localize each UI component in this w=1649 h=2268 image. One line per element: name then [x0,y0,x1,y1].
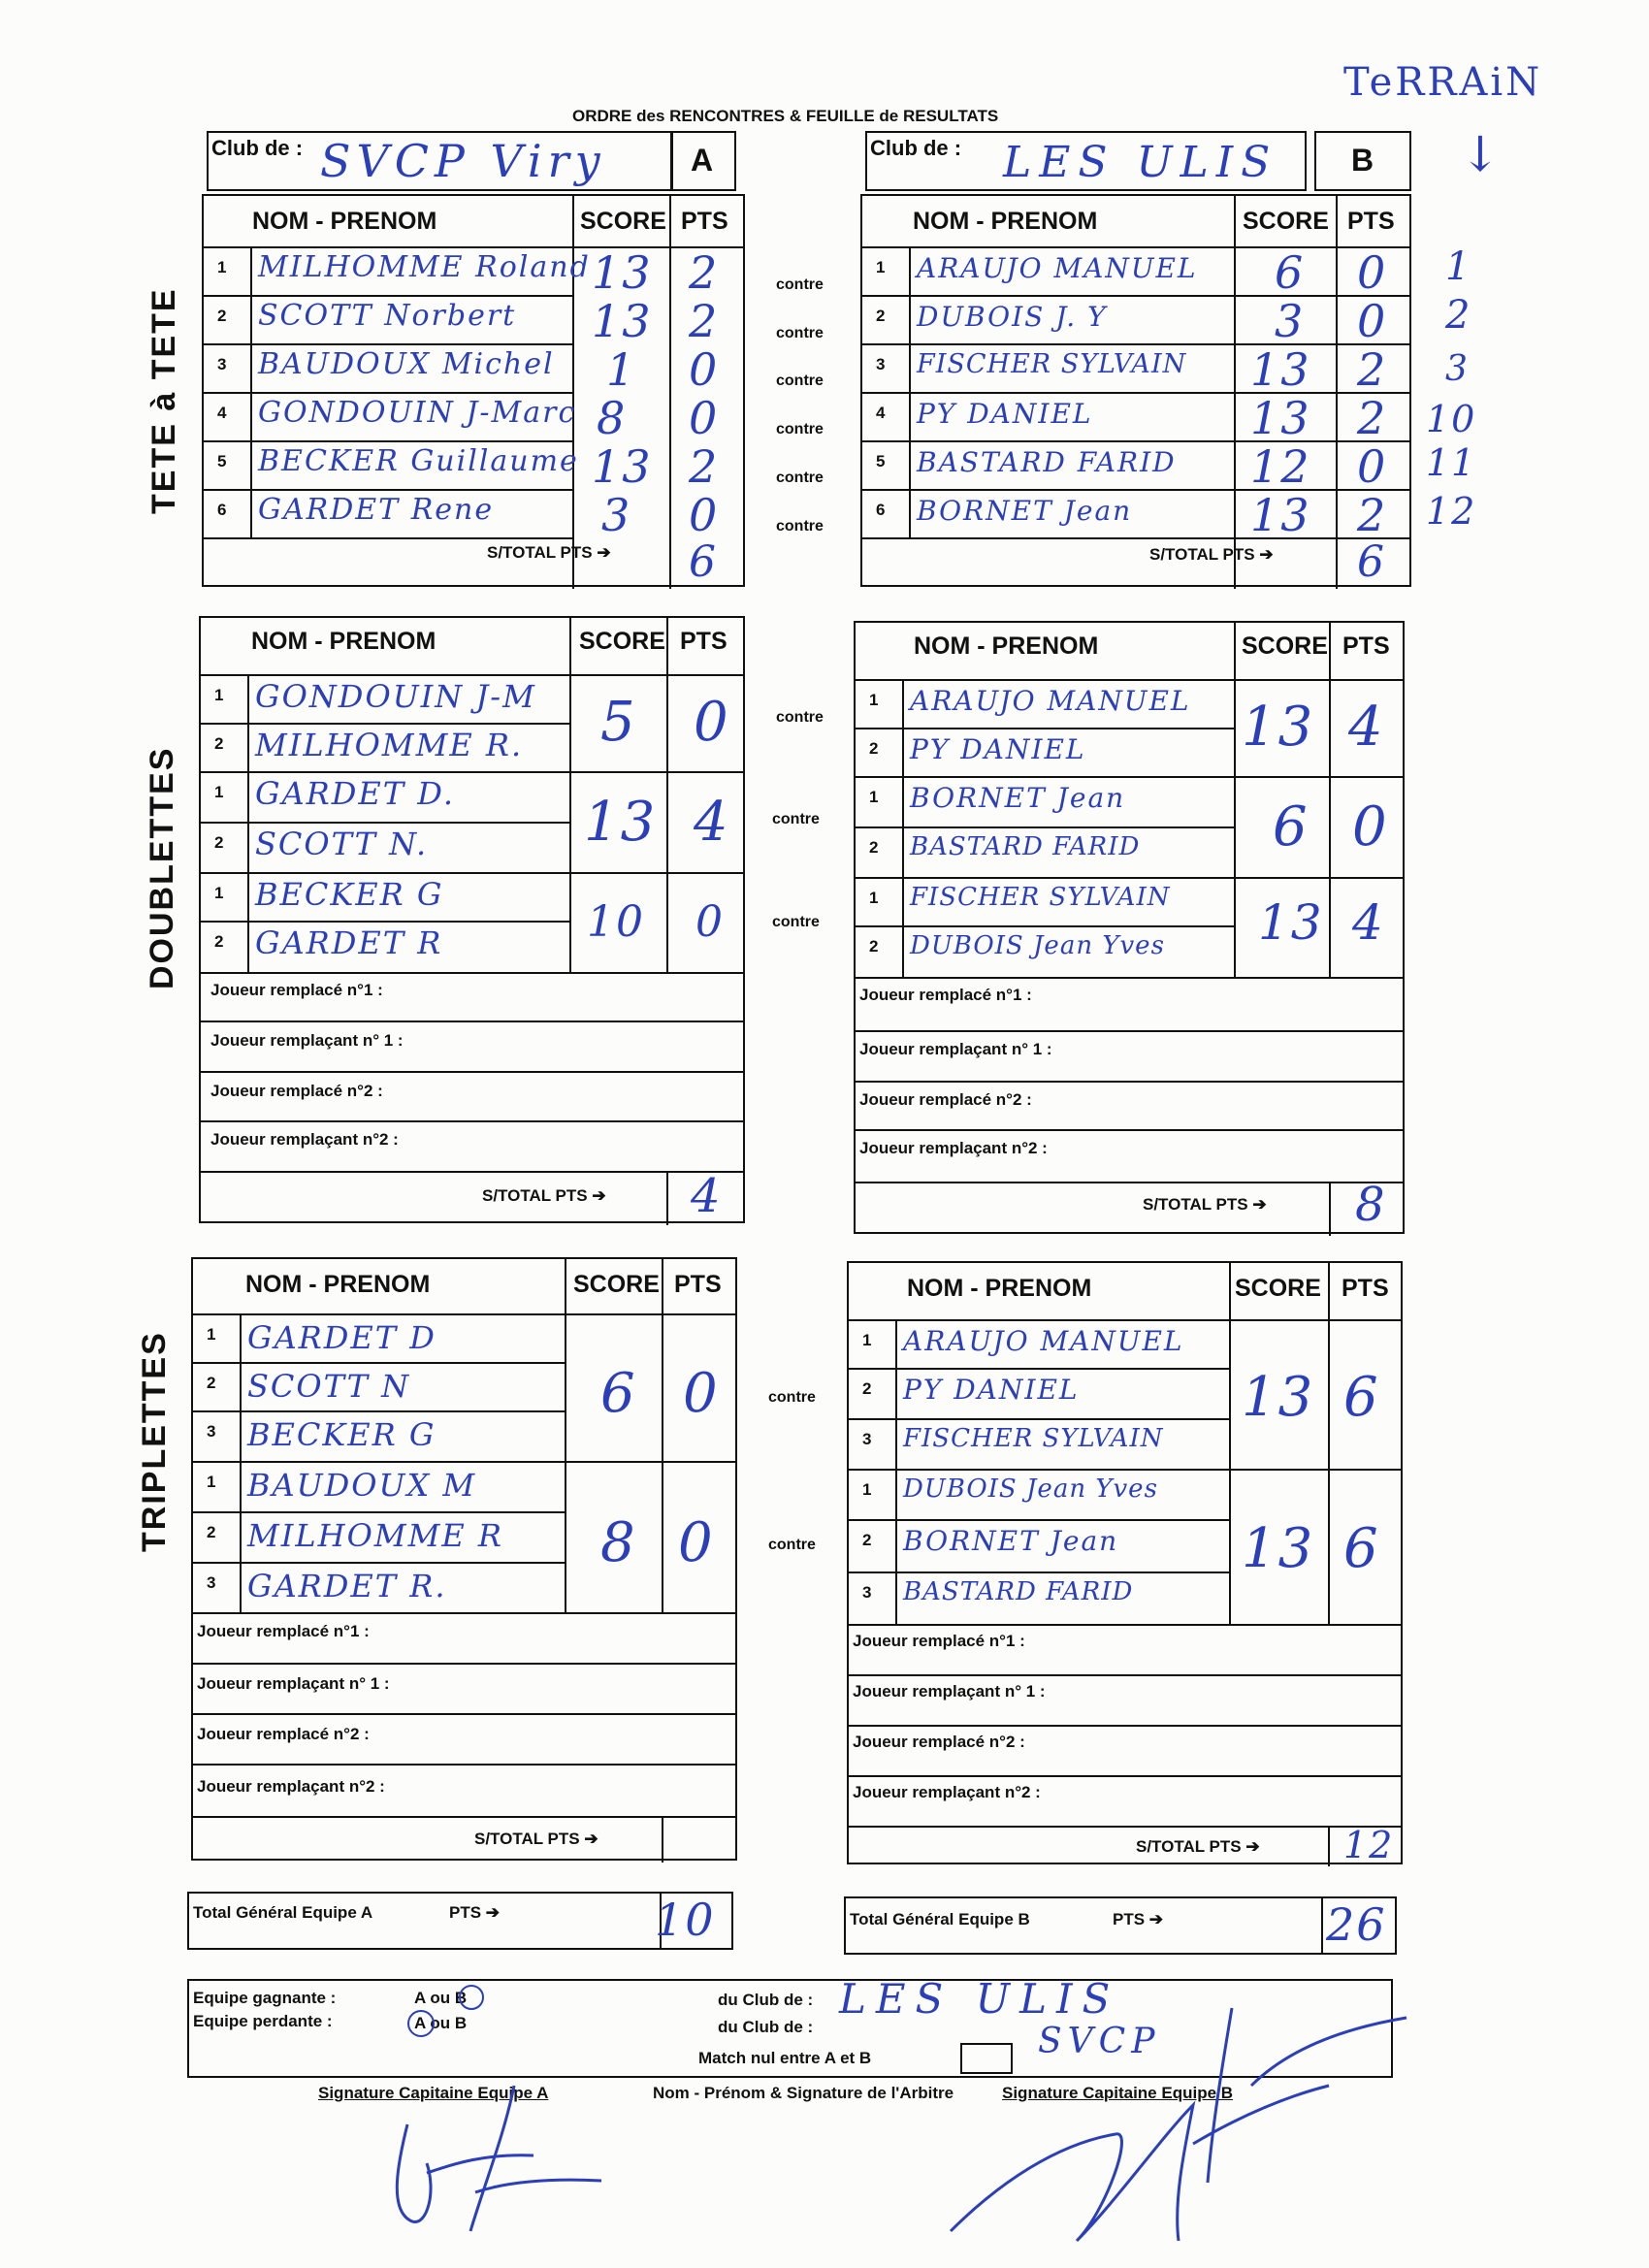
team-score: 10 [587,897,645,947]
player-score: 13 [592,246,653,299]
player-name: GARDET R. [247,1568,447,1604]
player-name: BASTARD FARID [910,832,1141,861]
row-number: 1 [862,1331,872,1349]
total-a-box [187,1892,733,1950]
player-name: BORNET Jean [917,495,1133,527]
row-number: 2 [207,1374,216,1392]
sheet-title: ORDRE des RENCONTRES & FEUILLE de RESULTATS [572,107,999,125]
down-arrow-icon: ↓ [1460,126,1503,182]
club-a-box [207,131,672,191]
team-pts: 4 [694,791,730,854]
row-number: 6 [876,501,886,519]
tri-b-subtotal-label: S/TOTAL PTS ➔ [1136,1837,1260,1856]
tete-b-subtotal-label: S/TOTAL PTS ➔ [1149,545,1274,564]
player-name: MILHOMME Roland [258,250,591,284]
player-pts: 0 [1357,246,1388,299]
row-number: 2 [876,307,886,325]
team-pts: 6 [1343,1517,1380,1580]
player-name: DUBOIS Jean Yves [910,931,1165,960]
terrain-number: 2 [1445,293,1472,338]
player-score: 13 [1250,489,1311,541]
player-name: ARAUJO MANUEL [910,685,1191,717]
contre-label: contre [776,373,824,389]
tete-a-col-pts: PTS [681,208,728,235]
club-b-label: Club de : [870,136,962,160]
section-label-doublettes: DOUBLETTES [144,746,180,989]
player-name: PY DANIEL [910,733,1086,765]
terrain-number: 3 [1445,349,1470,389]
terrain-number: 12 [1426,490,1477,533]
player-score: 12 [1250,440,1311,493]
player-name: FISCHER SYLVAIN [910,883,1171,912]
player-name: GARDET D. [255,775,455,812]
row-number: 1 [217,258,227,276]
player-score: 6 [1275,246,1306,299]
contre-label: contre [776,276,824,293]
row-number: 3 [862,1430,872,1448]
player-pts: 2 [689,295,720,347]
row-number: 2 [862,1379,872,1398]
tri-b-subtotal: 12 [1343,1824,1395,1866]
player-score: 13 [592,440,653,493]
contre-label: contre [772,914,820,930]
total-b-value: 26 [1326,1898,1387,1951]
tete-b-subtotal: 6 [1357,537,1386,587]
row-number: 1 [869,691,879,709]
player-name: BASTARD FARID [903,1577,1134,1606]
section-label-tete: TETE à TETE [146,287,182,514]
row-number: 1 [869,889,879,907]
substitute-2-label: Joueur remplaçant n°2 : [859,1139,1048,1157]
tri-a-subtotal-label: S/TOTAL PTS ➔ [474,1830,598,1848]
tete-b-col-pts: PTS [1347,208,1395,235]
team-a-letter: A [691,143,714,178]
circle-b-mark [459,1985,484,2010]
player-pts: 2 [1357,489,1388,541]
row-number: 2 [214,833,224,852]
captain-b-signature-label: Signature Capitaine Equipe B [1002,2084,1234,2102]
draw-label: Match nul entre A et B [698,2049,872,2067]
team-score: 13 [1242,696,1315,759]
player-name: BASTARD FARID [917,446,1177,478]
player-name: BAUDOUX Michel [258,347,555,381]
terrain-number: 10 [1426,398,1477,440]
captain-b-signature [922,1989,1465,2260]
player-name: MILHOMME R. [255,727,524,763]
row-number: 2 [214,734,224,753]
row-number: 3 [862,1583,872,1602]
doublettes-b-panel [854,621,1405,1234]
replaced-2-label: Joueur remplacé n°2 : [853,1733,1025,1751]
player-name: ARAUJO MANUEL [903,1325,1184,1357]
player-pts: 0 [1357,295,1388,347]
team-score: 13 [1242,1366,1315,1429]
tri-b-col-pts: PTS [1342,1275,1389,1302]
player-score: 3 [601,489,632,541]
tete-a-col-score: SCORE [580,208,666,235]
player-pts: 2 [1357,343,1388,396]
team-b-letter: B [1351,143,1374,178]
player-name: DUBOIS J. Y [917,301,1108,333]
replaced-1-label: Joueur remplacé n°1 : [197,1622,370,1640]
player-name: PY DANIEL [903,1374,1080,1406]
tete-a-col-name: NOM - PRENOM [252,208,437,235]
player-name: BECKER G [247,1416,436,1453]
row-number: 3 [876,355,886,373]
contre-label: contre [776,421,824,437]
winning-club-name: LES ULIS [839,1975,1120,2023]
tete-b-col-score: SCORE [1243,208,1329,235]
tete-a-subtotal-label: S/TOTAL PTS ➔ [487,543,611,562]
player-score: 3 [1275,295,1306,347]
tri-b-col-name: NOM - PRENOM [907,1275,1092,1302]
contre-label: contre [776,709,824,726]
contre-label: contre [772,811,820,827]
team-pts: 6 [1343,1366,1380,1429]
player-name: SCOTT N [247,1368,411,1405]
triplettes-b-panel [847,1261,1403,1864]
row-number: 1 [214,884,224,902]
team-score: 6 [600,1362,637,1425]
dbl-a-col-pts: PTS [680,628,728,655]
player-name: GARDET D [247,1319,436,1356]
replaced-2-label: Joueur remplacé n°2 : [859,1090,1032,1109]
substitute-1-label: Joueur remplaçant n° 1 : [853,1682,1046,1701]
player-score: 13 [1250,343,1311,396]
player-name: BECKER Guillaume [258,444,579,478]
player-name: BORNET Jean [910,782,1126,814]
player-score: 13 [1250,392,1311,444]
player-score: 13 [592,295,653,347]
replaced-1-label: Joueur remplacé n°1 : [859,986,1032,1004]
club-a-name: SVCP Viry [320,135,606,187]
player-name: MILHOMME R [247,1517,503,1554]
dbl-a-subtotal: 4 [691,1169,723,1223]
captain-a-signature-label: Signature Capitaine Equipe A [318,2084,549,2102]
row-number: 4 [217,404,227,422]
contre-label: contre [776,518,824,535]
player-name: BAUDOUX M [247,1467,477,1504]
total-a-label: Total Général Equipe A [193,1903,373,1922]
tete-a-subtotal: 6 [689,537,718,587]
player-score: 8 [597,392,628,444]
row-number: 6 [217,501,227,519]
total-b-label: Total Général Equipe B [850,1910,1030,1928]
team-pts: 0 [695,897,725,947]
substitute-1-label: Joueur remplaçant n° 1 : [197,1674,390,1693]
dbl-a-col-name: NOM - PRENOM [251,628,436,655]
club-a-label: Club de : [211,136,304,160]
row-number: 2 [207,1523,216,1541]
row-number: 4 [876,404,886,422]
losing-a-or-b: A ou B [414,2014,468,2032]
dbl-b-col-pts: PTS [1342,632,1390,660]
replaced-1-label: Joueur remplacé n°1 : [853,1632,1025,1650]
player-pts: 2 [1357,392,1388,444]
section-label-triplettes: TRIPLETTES [136,1331,173,1552]
contre-label: contre [768,1389,816,1406]
team-score: 6 [1273,795,1310,859]
player-name: ARAUJO MANUEL [917,252,1198,284]
player-pts: 0 [689,392,720,444]
player-name: GONDOUIN J-M [255,678,536,715]
row-number: 3 [217,355,227,373]
team-score: 13 [1258,894,1324,951]
tri-b-col-score: SCORE [1235,1275,1321,1302]
tri-a-col-score: SCORE [573,1271,660,1298]
player-pts: 2 [689,440,720,493]
row-number: 2 [217,307,227,325]
team-pts: 0 [683,1362,720,1425]
player-name: PY DANIEL [917,398,1093,430]
tri-a-col-pts: PTS [674,1271,722,1298]
team-score: 13 [584,791,658,854]
row-number: 1 [876,258,886,276]
player-score: 1 [606,343,637,396]
substitute-2-label: Joueur remplaçant n°2 : [210,1130,399,1149]
substitute-2-label: Joueur remplaçant n°2 : [853,1783,1041,1801]
dbl-a-subtotal-label: S/TOTAL PTS ➔ [482,1186,606,1205]
terrain-number: 1 [1445,244,1472,289]
row-number: 1 [214,686,224,704]
replaced-1-label: Joueur remplacé n°1 : [210,981,383,999]
tete-b-panel [860,194,1411,587]
losing-club-label: du Club de : [718,2018,814,2036]
row-number: 2 [869,937,879,956]
row-number: 2 [214,932,224,951]
team-b-letter-box [1314,131,1411,191]
row-number: 1 [869,788,879,806]
contre-label: contre [768,1537,816,1553]
player-name: GONDOUIN J-Marc [258,396,577,430]
circle-a-mark [407,2010,435,2037]
row-number: 1 [862,1480,872,1499]
player-name: GARDET R [255,924,443,961]
losing-club-name: SVCP [1038,2022,1161,2061]
referee-signature-label: Nom - Prénom & Signature de l'Arbitre [653,2084,954,2102]
tri-a-col-name: NOM - PRENOM [245,1271,431,1298]
player-name: SCOTT Norbert [258,299,517,333]
substitute-1-label: Joueur remplaçant n° 1 : [859,1040,1052,1058]
player-pts: 0 [689,489,720,541]
team-pts: 4 [1348,696,1385,759]
dbl-b-col-name: NOM - PRENOM [914,632,1099,660]
dbl-b-col-score: SCORE [1242,632,1328,660]
row-number: 2 [869,838,879,857]
player-name: DUBOIS Jean Yves [903,1474,1158,1504]
substitute-2-label: Joueur remplaçant n°2 : [197,1777,385,1796]
contre-label: contre [776,470,824,486]
row-number: 2 [869,739,879,758]
row-number: 3 [207,1573,216,1592]
player-name: GARDET Rene [258,493,495,527]
team-pts: 0 [1352,795,1389,859]
total-b-pts-label: PTS ➔ [1113,1910,1164,1928]
team-score: 13 [1242,1517,1315,1580]
team-score: 5 [600,691,637,754]
substitute-1-label: Joueur remplaçant n° 1 : [210,1031,404,1050]
player-pts: 0 [689,343,720,396]
row-number: 1 [207,1473,216,1491]
row-number: 1 [214,783,224,801]
winning-team-label: Equipe gagnante : [193,1989,337,2007]
row-number: 3 [207,1422,216,1441]
player-name: BECKER G [255,876,444,913]
triplettes-a-panel [191,1257,737,1861]
doublettes-a-panel [199,616,745,1223]
team-a-letter-box [671,131,736,191]
team-pts: 0 [678,1511,715,1574]
dbl-b-subtotal-label: S/TOTAL PTS ➔ [1143,1195,1267,1214]
player-pts: 0 [1357,440,1388,493]
row-number: 1 [207,1325,216,1344]
row-number: 5 [876,452,886,470]
player-name: BORNET Jean [903,1525,1119,1557]
team-score: 8 [600,1511,637,1574]
contre-label: contre [776,325,824,341]
club-b-box [865,131,1307,191]
winning-club-label: du Club de : [718,1991,814,2009]
winning-a-or-b: A ou B [414,1989,468,2007]
terrain-note: TeRRAiN [1343,60,1543,105]
total-b-box [844,1896,1397,1955]
tete-b-col-name: NOM - PRENOM [913,208,1098,235]
player-name: FISCHER SYLVAIN [903,1424,1164,1453]
row-number: 2 [862,1531,872,1549]
player-name: SCOTT N. [255,826,429,862]
tete-a-panel [202,194,745,587]
team-pts: 0 [694,691,730,754]
player-pts: 2 [689,246,720,299]
replaced-2-label: Joueur remplacé n°2 : [197,1725,370,1743]
dbl-b-subtotal: 8 [1355,1178,1387,1232]
club-b-name: LES ULIS [1003,138,1278,187]
captain-a-signature [369,2047,640,2241]
replaced-2-label: Joueur remplacé n°2 : [210,1082,383,1100]
total-a-pts-label: PTS ➔ [449,1903,501,1922]
terrain-number: 11 [1426,441,1477,484]
dbl-a-col-score: SCORE [579,628,665,655]
team-pts: 4 [1352,894,1385,951]
total-a-value: 10 [655,1894,716,1946]
player-name: FISCHER SYLVAIN [917,349,1187,379]
losing-team-label: Equipe perdante : [193,2012,333,2030]
row-number: 5 [217,452,227,470]
